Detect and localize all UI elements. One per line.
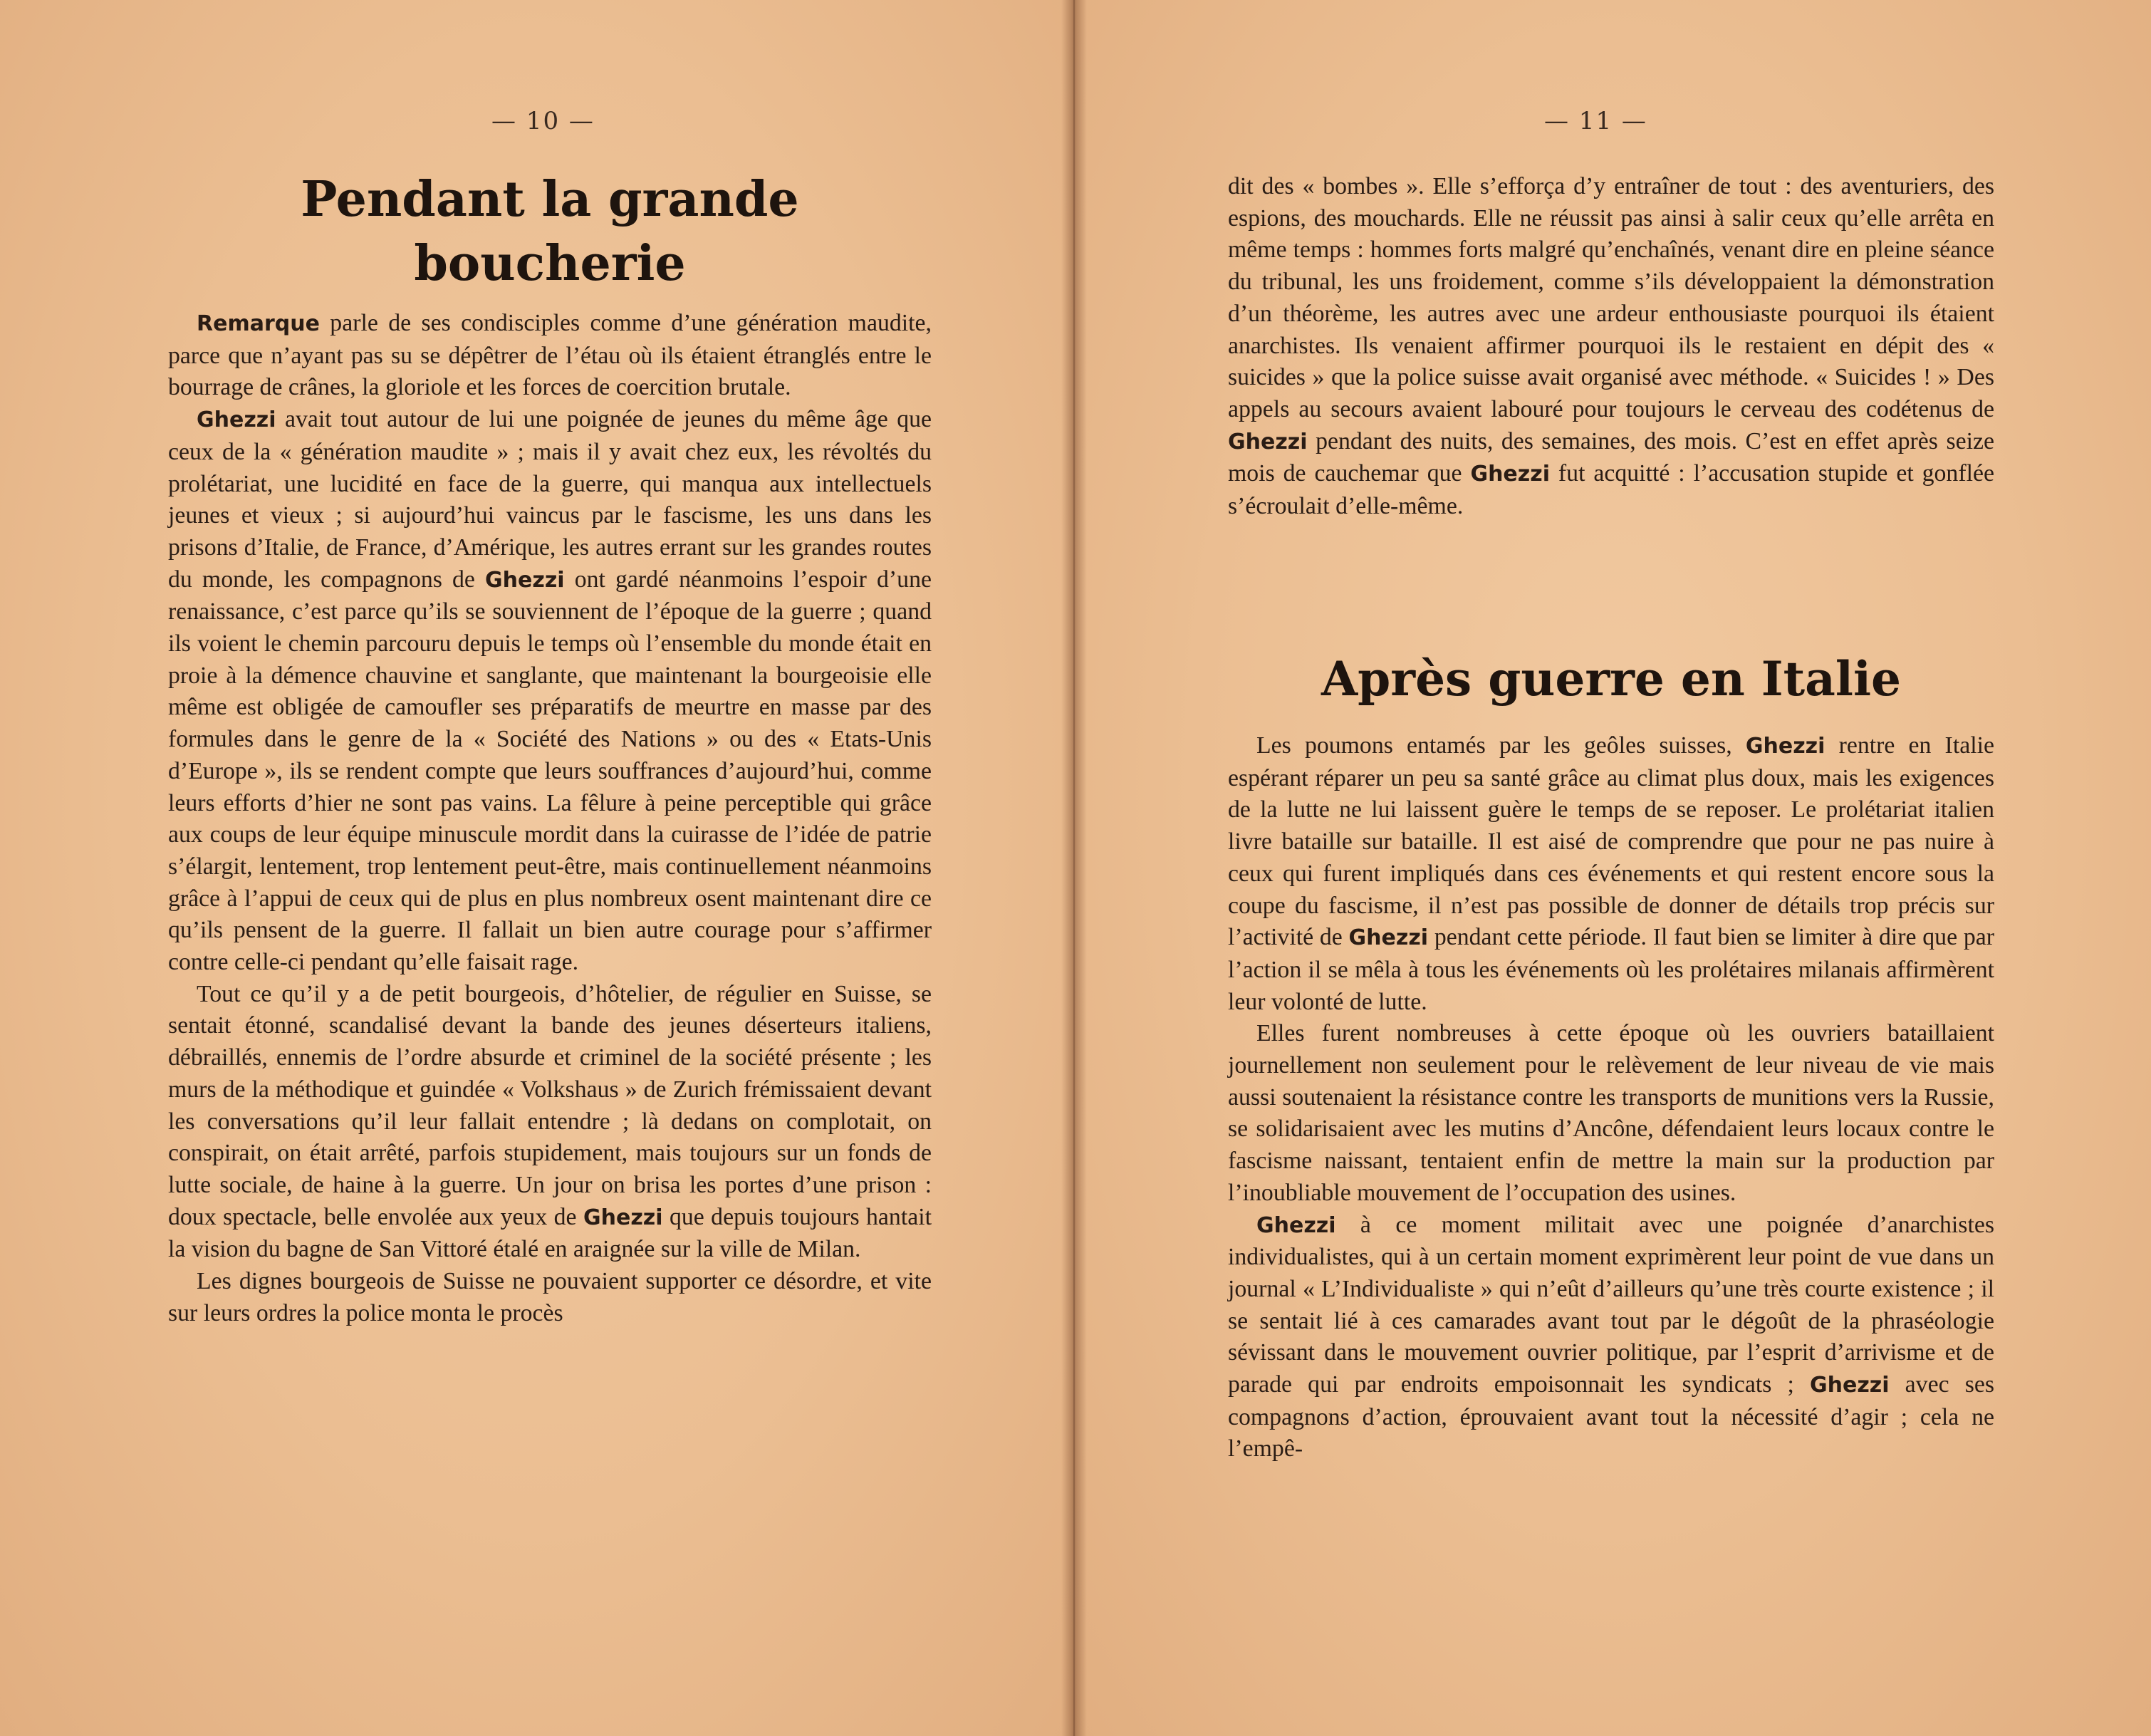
person-name: Ghezzi — [1228, 429, 1308, 454]
paragraph-text: Tout ce qu’il y a de petit bourgeois, d’hôtelier, de régulier en Suisse, se sentait étonné, scandalisé devant la bande des jeunes déserteurs italiens, débraillés, ennemis de l’ordre absurde et criminel de la société présente ; les murs de la méthodique et guindée « Volkshaus » de Zurich frémissaient devant les conversations qu’il leur fallait entendre ; là dedans on complotait, on conspirait, on était arrêté, parfois stupidement, mais toujours sur un fonds de lutte sociale, de haine à la guerre. Un jour on brisa les portes d’une prison : doux spectacle, belle envolée aux yeux de — [168, 980, 932, 1230]
paragraph — [1228, 1210, 1994, 1466]
paragraph-text: Les dignes bourgeois de Suisse ne pouvaient supporter ce désordre, et vite sur leurs ordres la police monta le procès — [168, 1268, 932, 1326]
paragraph-text: fut acquitté : l’accusation stupide et gonflée s’écroulait d’elle-même. — [1228, 460, 1994, 520]
book-gutter — [1061, 0, 1087, 1736]
paragraph-text: que depuis toujours hantait la vision du bagne de San Vittoré étalé en araignée sur la ville de Milan. — [168, 1203, 932, 1263]
paragraph — [1228, 171, 1994, 523]
body-text — [168, 308, 932, 1330]
person-name: Ghezzi — [485, 567, 565, 593]
page-number: — 11 — — [1544, 107, 1647, 135]
paragraph-text: rentre en Italie espérant réparer un peu sa santé grâce au climat plus doux, mais les exigences de la lutte ne lui laissent guère le temps de se reposer. Le prolétariat italien livre bataille sur bataille. Il est aisé de comprendre que pour ne pas nuire à ceux qui furent impliqués dans ces événements et qui restent encore sous la coupe du fascisme, il n’est pas possible de donner de détails trop précis sur l’activité de — [1228, 732, 1994, 951]
paragraph — [168, 308, 932, 404]
page-number: — 10 — — [491, 107, 595, 135]
chapter-heading: Pendant la grande boucherie — [301, 171, 799, 292]
paragraph-text: parle de ses condisciples comme d’une génération maudite, parce que n’ayant pas su se dépêtrer de l’étau où ils étaient étranglés entre le bourrage de crânes, la gloriole et les forces de coercition brutale. — [168, 310, 932, 401]
body-text-bottom — [1228, 730, 1994, 1465]
right-page — [1074, 0, 2151, 1736]
paragraph-text: Les poumons entamés par les geôles suisses, — [1256, 732, 1746, 759]
body-text-top — [1228, 171, 1994, 523]
paragraph — [168, 404, 932, 979]
person-name: Ghezzi — [1470, 462, 1550, 487]
left-page — [0, 0, 1074, 1736]
paragraph — [168, 979, 932, 1266]
person-name: Ghezzi — [1256, 1212, 1336, 1238]
chapter-heading: Après guerre en Italie — [1321, 651, 1902, 707]
paragraph-text: à ce moment militait avec une poignée d’anarchistes individualistes, qui à un certain moment exprimèrent leur point de vue dans un journal « L’Individualiste » qui n’eût d’ailleurs qu’une très courte existence ; il se sentait lié à ces camarades avant tout par le dégoût de la phraséologie sévissant dans le mouvement ouvrier politique, par l’esprit d’arrivisme et de parade qui par endroits empoisonnait les syndicats ; — [1228, 1211, 1994, 1398]
paragraph-text: pendant cette période. Il faut bien se limiter à dire que par l’action il se mêla à tous les événements où les prolétaires milanais affirmèrent leur volonté de lutte. — [1228, 924, 1994, 1015]
paragraph — [168, 1266, 932, 1329]
person-name: Remarque — [197, 311, 320, 336]
paragraph-text: avec ses compagnons d’action, éprouvaient avant tout la nécessité d’agir ; cela ne l’empê- — [1228, 1371, 1994, 1462]
paragraph — [1228, 730, 1994, 1018]
paragraph-text: avait tout autour de lui une poignée de jeunes du même âge que ceux de la « génération maudite » ; mais il y avait chez eux, les révoltés du prolétariat, une lucidité en face de la guerre, qui manqua aux intellectuels jeunes et vieux ; si aujourd’hui vaincus par le fascisme, les uns dans les prisons d’Italie, de France, d’Amérique, les autres errant sur les grandes routes du monde, les compagnons de — [168, 406, 932, 593]
person-name: Ghezzi — [1348, 925, 1429, 951]
person-name: Ghezzi — [1745, 734, 1826, 759]
paragraph-text: pendant des nuits, des semaines, des mois. C’est en effet après seize mois de cauchemar que — [1228, 427, 1994, 487]
person-name: Ghezzi — [197, 407, 276, 433]
paragraph-text: dit des « bombes ». Elle s’efforça d’y entraîner de tout : des aventuriers, des espions, des mouchards. Elle ne réussit pas ainsi à salir ceux qu’elle arrêta en même temps : hommes forts malgré qu’enchaînés, venant dire en pleine séance du tribunal, les uns froidement, comme s’ils développaient la démonstration d’un théorème, les autres avec une ardeur enthousiaste pourquoi ils étaient anarchistes. Ils venaient affirmer pourquoi ils le restaient en dépit des « suicides » que la police suisse avait organisé avec méthode. « Suicides ! » Des appels au secours avaient labouré pour toujours le cerveau des codétenus de — [1228, 173, 1994, 422]
person-name: Ghezzi — [1810, 1373, 1890, 1398]
paragraph-text: Elles furent nombreuses à cette époque où les ouvriers bataillaient journellement non seulement pour le relèvement de leur niveau de vie mais aussi soutenaient la résistance contre les transports de munitions vers la Russie, se solidarisaient avec les mutins d’Ancône, défendaient leurs locaux contre le fascisme naissant, tentaient enfin de mettre la main sur la production par l’inoubliable mouvement de l’occupation des usines. — [1228, 1020, 1994, 1206]
person-name: Ghezzi — [583, 1205, 663, 1230]
paragraph-text: ont gardé néanmoins l’espoir d’une renaissance, c’est parce qu’ils se souviennent de l’époque de la guerre ; quand ils voient le chemin parcouru depuis le temps où l’ensemble du monde était en proie à la démence chauvine et sanglante, que maintenant la bourgeoisie elle même est obligée de camoufler ses préparatifs de meurtre en masse par des formules dans le genre de la « Société des Nations » ou des « Etats-Unis d’Europe », ils se rendent compte que leurs souffrances d’aujourd’hui, comme leurs efforts d’hier ne sont pas vains. La fêlure à peine perceptible qui grâce aux coups de leur équipe minuscule mordit dans la cuirasse de l’idée de patrie s’élargit, lentement, trop lentement peut-être, mais continuellement néanmoins grâce à l’appui de ceux qui de plus en plus nombreux osent maintenant dire ce qu’ils pensent de la guerre. Il fallait un bien autre courage pour s’affirmer contre celle-ci pendant qu’elle faisait rage. — [168, 566, 932, 976]
paragraph — [1228, 1018, 1994, 1209]
